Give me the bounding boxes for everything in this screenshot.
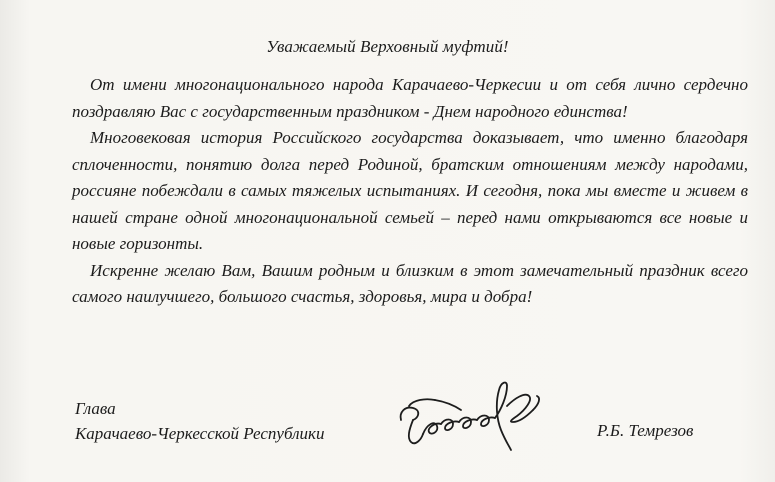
letter-body (72, 72, 748, 311)
letter-paragraph-1: От имени многонационального народа Карачаево-Черкесии и от себя лично сердечно поздравляю Вас с государственным праздником - Днем народного единства! (72, 75, 748, 121)
letter-paragraph-3: Искренне желаю Вам, Вашим родным и близким в этот замечательный праздник всего самого наилучшего, большого счастья, здоровья, мира и добра! (72, 260, 748, 306)
signer-title-line-1: Глава (75, 399, 116, 418)
signer-name: Р.Б. Темрезов (597, 421, 694, 440)
letter-paragraph-2: Многовековая история Российского государства доказывает, что именно благодаря сплоченности, понятию долга перед Родиной, братским отношениям между народами, россияне побеждали в самых тяжелых испытаниях. И сегодня, пока мы вместе и живем в нашей стране одной многонациональной семьей – перед нами открываются все новые и новые горизонты. (72, 128, 748, 253)
signer-title (75, 396, 324, 446)
signer-title-line-2: Карачаево-Черкесской Республики (75, 424, 325, 443)
handwritten-signature (395, 376, 565, 458)
letter-greeting: Уважаемый Верховный муфтий! (266, 37, 509, 56)
